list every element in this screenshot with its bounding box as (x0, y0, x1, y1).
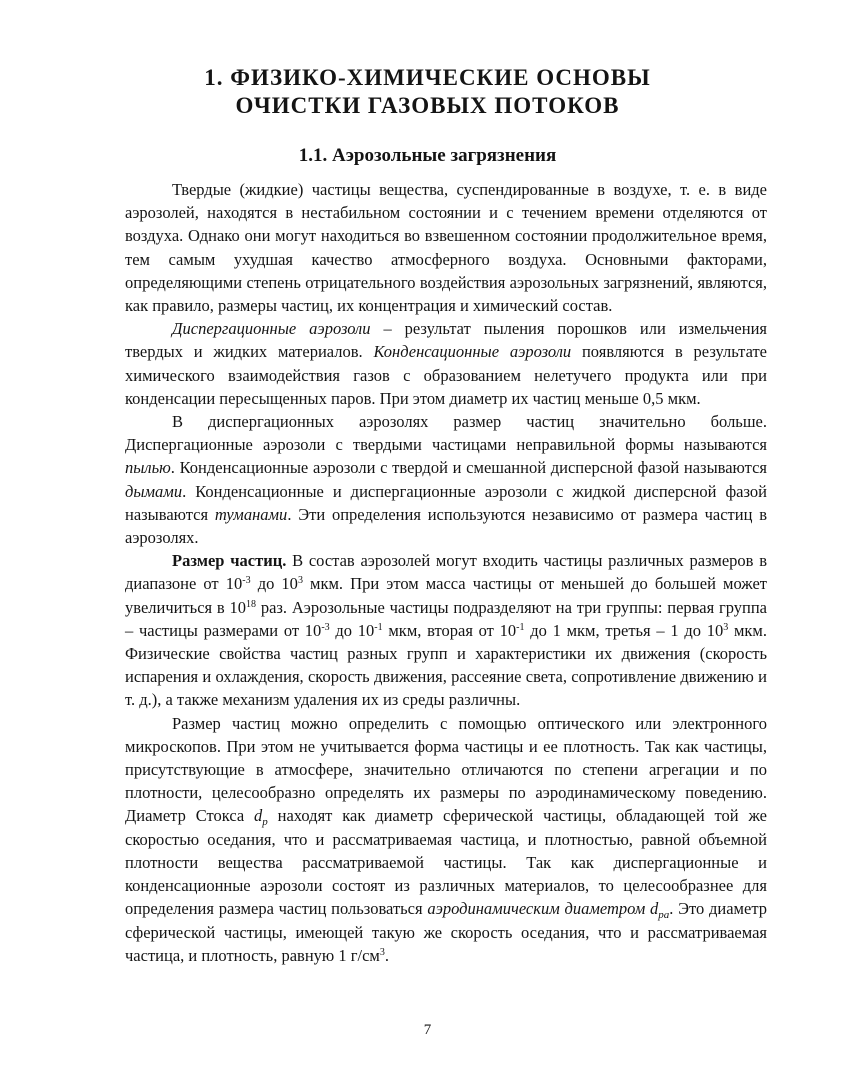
chapter-title-line-2: ОЧИСТКИ ГАЗОВЫХ ПОТОКОВ (235, 93, 620, 118)
term-fog: туманами (214, 504, 288, 524)
symbol-aerodynamic-diameter: d (650, 899, 659, 919)
term-dust: пылью (125, 458, 171, 478)
paragraph-2: Диспергационные аэрозоли – результат пыления порошков или измельчения твердых и жидких материалов. Конденсационные аэрозоли появляются в результате химического взаимодействия газов с образованием нелетучего продукта или при конденсации пересыщенных паров. При этом диаметр их частиц меньше 0,5 мкм. (125, 319, 768, 408)
paragraph-5: Размер частиц можно определить с помощью оптического или электронного микроскопов. При этом не учитывается форма частицы и ее плотность. Так как частицы, присутствующие в атмосфере, значительно отличаются по степени агрегации и по плотности, целесообразно определять их размеры по аэродинамическому поведению. Диаметр Стокса $d_p$ находят как диаметр сферической частицы, обладающей той же скоростью оседания, что и рассматриваемая частица, и плотностью, равной объемной плотности вещества рассматриваемой частицы. Так как диспергационные и конденсационные аэрозоли состоят из различных материалов, то целесообразнее для определения размера частиц пользоваться аэродинамическим диаметром $d_{pa}$. Это диаметр сферической частицы, имеющей такую же скорость оседания, что и рассматриваемая частица, и плотность, равную 1 $г/см^3$. (125, 713, 767, 965)
term-condensation-aerosols: Конденсационные аэрозоли (373, 342, 572, 362)
body-text (125, 178, 767, 967)
paragraph-3: В диспергационных аэрозолях размер частиц значительно больше. Диспергационные аэрозоли с твердыми частицами неправильной формы называются пылью. Конденсационные аэрозоли с твердой и смешанной дисперсной фазой называются дымами. Конденсационные и диспергационные аэрозоли с жидкой дисперсной фазой называются туманами. Эти определения используются независимо от размера частиц в аэрозолях. (125, 412, 768, 548)
term-smoke: дымами (125, 481, 183, 501)
paragraph-4: Размер частиц. В состав аэрозолей могут входить частицы различных размеров в диапазоне от $10^{-3}$ до $10^3$ мкм. При этом масса частицы от меньшей до большей может увеличиться в $10^{18}$ раз. Аэрозольные частицы подразделяют на три группы: первая группа – частицы размерами от $10^{-3}$ до $10^{-1}$ мкм, вторая от $10^{-1}$ до 1 мкм, третья – 1 до $10^3$ мкм. Физические свойства частиц разных групп и характеристики их движения (скорость испарения и охлаждения, скорость движения, рассеяние света, сопротивление движению и т. д.), а также механизм удаления их из среды различны. (125, 551, 768, 710)
chapter-title-line-1: 1. ФИЗИКО-ХИМИЧЕСКИЕ ОСНОВЫ (204, 65, 651, 90)
paragraph-1: Твердые (жидкие) частицы вещества, суспендированные в воздухе, т. е. в виде аэрозолей, находятся в нестабильном состоянии и с течением времени отделяются от воздуха. Однако они могут находиться во взвешенном состоянии продолжительное время, тем самым ухудшая качество атмосферного воздуха. Основными факторами, определяющими степень отрицательного воздействия аэрозольных загрязнений, являются, как правило, размеры частиц, их концентрация и химический состав. (125, 180, 767, 316)
symbol-stokes-diameter: d (254, 806, 263, 826)
section-heading: 1.1. Аэрозольные загрязнения (298, 145, 557, 166)
page-number: 7 (423, 1022, 432, 1038)
run-in-heading-particle-size: Размер частиц. (172, 551, 287, 571)
term-aerodynamic-diameter: аэродинамическим диаметром (427, 899, 646, 919)
term-dispersion-aerosols: Диспергационные аэрозоли (172, 319, 371, 339)
